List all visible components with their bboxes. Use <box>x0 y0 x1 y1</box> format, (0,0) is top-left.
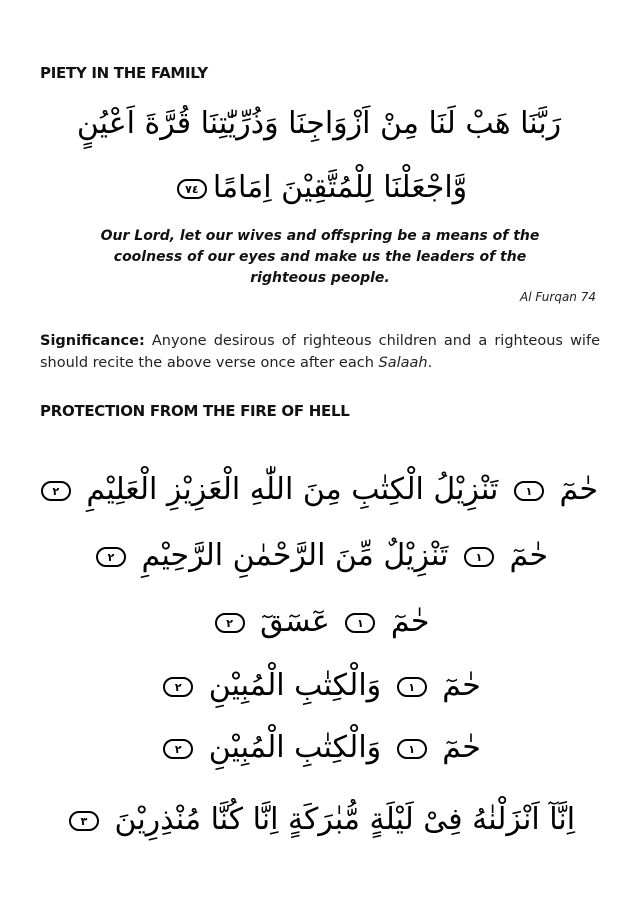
verse-part-a: حٰمٓ <box>442 668 481 703</box>
verse-part-a: حٰمٓ <box>509 538 549 573</box>
significance-end: . <box>427 355 433 371</box>
ayah-number-marker: ١ <box>514 481 544 501</box>
significance-paragraph <box>40 330 600 374</box>
ayah-number-marker: ١ <box>397 739 427 759</box>
ayah-number-marker: ٢ <box>163 677 193 697</box>
section-heading-piety: PIETY IN THE FAMILY <box>40 64 208 82</box>
verse-part-a: حٰمٓ <box>559 472 598 507</box>
verse-part-a: اِنَّآ اَنْزَلْنٰهُ فِىْ لَيْلَةٍ مُّبٰرَكَةٍ اِنَّا كُنَّا مُنْذِرِيْنَ <box>114 802 576 837</box>
verse-part-a: حٰمٓ <box>442 730 481 765</box>
arabic-verse-line-2 <box>40 168 598 208</box>
hamim-verse-3 <box>40 602 598 642</box>
significance-text: Anyone desirous of righteous children and a righteous wife should recite the above verse once after each <box>40 333 600 371</box>
dukhan-verse-3 <box>40 800 598 840</box>
verse-part-b: عٓسٓقٓ <box>260 604 330 639</box>
hamim-verse-5 <box>40 728 598 768</box>
ayah-number-marker: ١ <box>345 613 375 633</box>
significance-term: Salaah <box>378 355 428 371</box>
hamim-verse-2 <box>40 536 598 576</box>
verse-part-a: حٰمٓ <box>390 604 430 639</box>
arabic-verse-text: وَّاجْعَلْنَا لِلْمُتَّقِيْنَ اِمَامًا <box>212 170 468 205</box>
arabic-verse-line-1: رَبَّنَا هَبْ لَنَا مِنْ اَزْوَاجِنَا وَذُرِّيّٰتِنَا قُرَّةَ اَعْيُنٍ <box>76 106 562 141</box>
hamim-verse-1 <box>40 470 598 510</box>
verse-part-b: وَالْكِتٰبِ الْمُبِيْنِ <box>208 668 382 703</box>
verse-part-b: وَالْكِتٰبِ الْمُبِيْنِ <box>208 730 382 765</box>
ayah-number-marker: ٢ <box>215 613 245 633</box>
hamim-verse-4 <box>40 666 598 706</box>
ayah-number-marker: ٢ <box>163 739 193 759</box>
verse-reference: Al Furqan 74 <box>520 290 596 304</box>
verse-part-b: تَنْزِيْلُ الْكِتٰبِ مِنَ اللّٰهِ الْعَزِيْزِ الْعَلِيْمِ <box>86 472 499 507</box>
ayah-number-marker: ٢ <box>41 481 71 501</box>
verse-translation: Our Lord, let our wives and offspring be a means of the coolness of our eyes and make us the leaders of the righteous people. <box>100 228 540 286</box>
ayah-number-marker: ١ <box>464 547 494 567</box>
ayah-number-marker: ٧٤ <box>177 179 207 199</box>
ayah-number-marker: ٣ <box>69 811 99 831</box>
section-heading-protection: PROTECTION FROM THE FIRE OF HELL <box>40 402 350 420</box>
ayah-number-marker: ٢ <box>96 547 126 567</box>
significance-label: Significance: <box>40 333 145 349</box>
ayah-number-marker: ١ <box>397 677 427 697</box>
verse-part-b: تَنْزِيْلٌ مِّنَ الرَّحْمٰنِ الرَّحِيْمِ <box>141 538 449 573</box>
